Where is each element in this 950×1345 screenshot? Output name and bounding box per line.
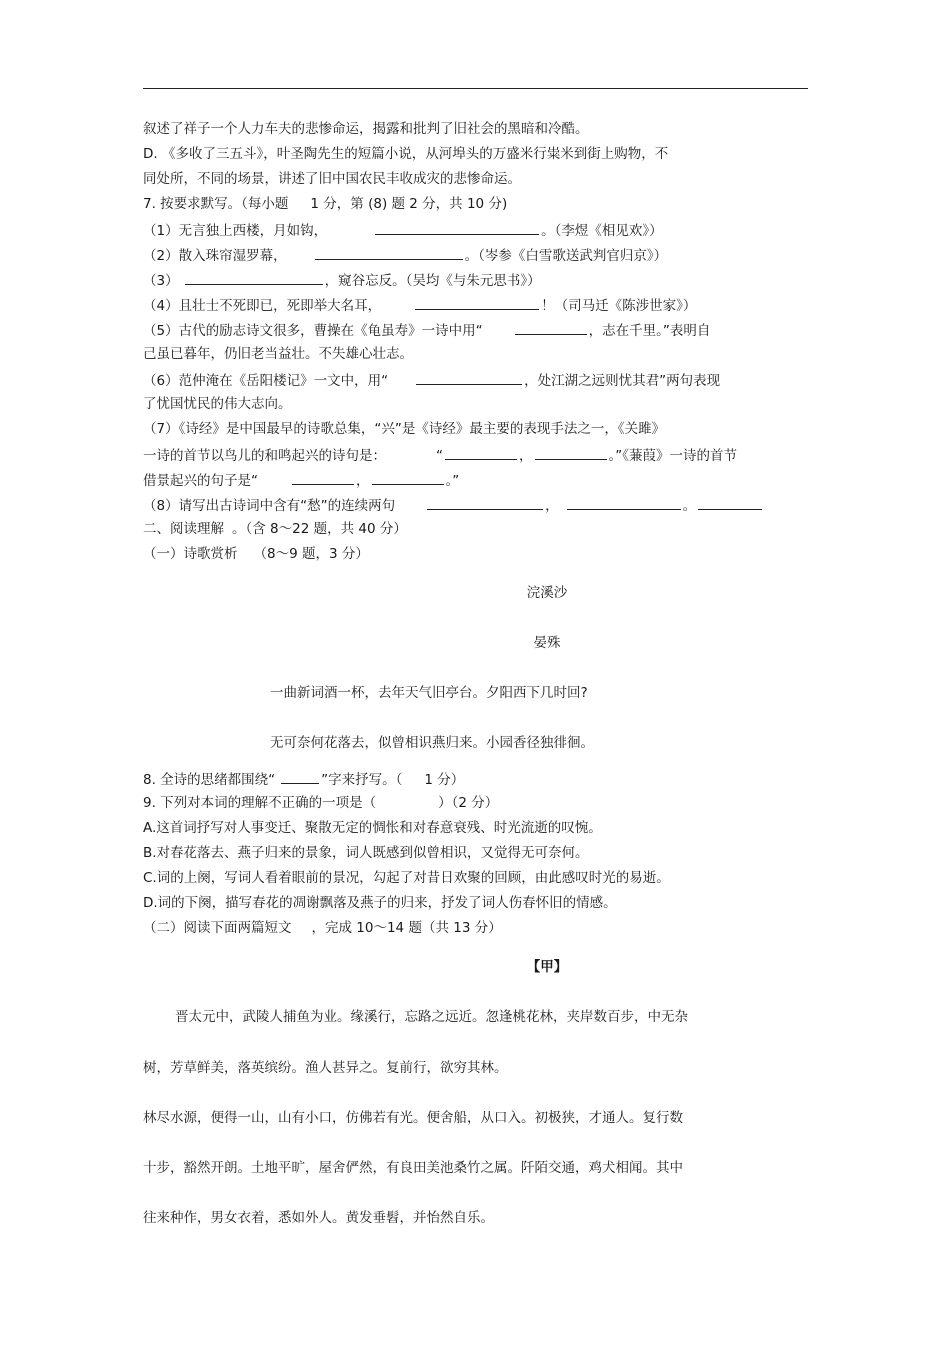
- item-prompt: （3）: [143, 273, 179, 289]
- section-title: （二）阅读下面两篇短文: [143, 920, 292, 936]
- section-2-1-heading: [143, 545, 369, 563]
- open-quote: “: [436, 448, 443, 464]
- item-prompt: 借景起兴的句子是“: [143, 473, 258, 489]
- poem-item-2: [143, 245, 667, 265]
- answer-blank[interactable]: [445, 445, 517, 460]
- text-line: 叙述了祥子一个人力车夫的悲惨命运，揭露和批判了旧社会的黑暗和冷酷。: [143, 121, 589, 137]
- passage-line: 往来种作，男女衣着，悉如外人。黄发垂髫，并怡然自乐。: [143, 1210, 494, 1226]
- q9-score: ）（2 分）: [438, 795, 499, 811]
- answer-blank[interactable]: [698, 495, 762, 510]
- poem-item-1: [143, 220, 663, 240]
- question-8: [143, 769, 464, 789]
- section-score: （8～9 题，3 分）: [253, 546, 369, 562]
- section-2-heading: [143, 520, 407, 538]
- poem-title: 浣溪沙: [526, 585, 568, 601]
- poem-item-4: [143, 295, 696, 315]
- item-source: 。（李煜《相见欢》）: [541, 223, 663, 239]
- item-prompt-end: ，处江湖之远则忧其君”两句表现: [524, 373, 721, 389]
- answer-blank[interactable]: [372, 470, 444, 485]
- item-prompt: （6）范仲淹在《岳阳楼记》一文中，用“: [143, 373, 389, 389]
- passage-line: 林尽水源，便得一山，山有小口，仿佛若有光。便舍船，从口入。初极狭，才通人。复行数: [143, 1110, 683, 1126]
- poem-item-5: [143, 320, 710, 340]
- answer-blank[interactable]: [535, 445, 607, 460]
- item-prompt: （4）且壮士不死即已，死即举大名耳，: [143, 298, 382, 314]
- q8-prompt-end: ”字来抒写。（: [321, 772, 403, 788]
- text-line: 己虽已暮年，仍旧老当益壮。不失雄心壮志。: [143, 346, 413, 362]
- text-line: （7）《诗经》是中国最早的诗歌总集，“兴”是《诗经》最主要的表现手法之一，《关雎》: [143, 421, 666, 437]
- item-prompt: 一诗的首节以鸟儿的和鸣起兴的诗句是：: [143, 448, 386, 464]
- text-line: 同处所，不同的场景，讲述了旧中国农民丰收成灾的悲惨命运。: [143, 171, 521, 187]
- section-score: ，完成 10～14 题（共 13 分）: [311, 920, 502, 936]
- answer-blank[interactable]: [375, 220, 539, 235]
- comma: ，: [545, 498, 559, 514]
- option-b: B.对春花落去、燕子归来的景象，词人既感到似曾相识，又觉得无可奈何。: [143, 845, 589, 861]
- section-2-2-heading: [143, 919, 502, 937]
- item-prompt: （8）请写出古诗词中含有“愁”的连续两句: [143, 498, 396, 514]
- comma: ，: [356, 473, 370, 489]
- period: 。: [682, 498, 697, 514]
- question-7: [143, 195, 507, 213]
- passage-line: 树，芳草鲜美，落英缤纷。渔人甚异之。复前行，欲穷其林。: [143, 1060, 508, 1076]
- question-9: [143, 794, 498, 812]
- q8-prompt: 8. 全诗的思绪都围绕“: [143, 772, 276, 788]
- poem-item-7: [143, 445, 737, 465]
- item-prompt-end: 。”《蒹葭》一诗的首节: [608, 448, 737, 464]
- q7-label: 7. 按要求默写。（每小题: [143, 196, 289, 212]
- answer-blank[interactable]: [567, 495, 681, 510]
- answer-blank[interactable]: [416, 370, 522, 385]
- poem-item-6: [143, 370, 720, 390]
- text-line: 了忧国忧民的伟大志向。: [143, 396, 292, 412]
- poem-line: 一曲新词酒一杯，去年天气旧亭台。夕阳西下几时回?: [270, 685, 588, 701]
- answer-blank[interactable]: [281, 769, 319, 784]
- text-line: D. 《多收了三五斗》，叶圣陶先生的短篇小说，从河埠头的万盛米行粜米到街上购物，不: [143, 146, 669, 162]
- poem-item-7b: [143, 470, 459, 490]
- item-prompt-end: ，志在千里。”表明自: [588, 323, 711, 339]
- passage-label: 【甲】: [526, 959, 568, 975]
- section-title: 二、阅读理解: [143, 521, 224, 537]
- comma: ，: [519, 448, 533, 464]
- option-d: D.词的下阕，描写春花的凋谢飘落及燕子的归来，抒发了词人伤春怀旧的情感。: [143, 895, 617, 911]
- item-source: ，窥谷忘反。（吴均《与朱元思书》）: [324, 273, 541, 289]
- section-score: 。（含 8～22 题，共 40 分）: [232, 521, 407, 537]
- answer-blank[interactable]: [185, 270, 323, 285]
- item-prompt: （2）散入珠帘湿罗幕，: [143, 248, 287, 264]
- section-title: （一）诗歌赏析: [143, 546, 238, 562]
- item-prompt: （1）无言独上西楼，月如钩，: [143, 223, 328, 239]
- q7-score: 1 分，第 (8) 题 2 分，共 10 分): [310, 196, 508, 212]
- poem-author: 晏殊: [533, 635, 561, 651]
- answer-blank[interactable]: [515, 320, 587, 335]
- poem-item-3: [143, 270, 541, 290]
- q9-prompt: 9. 下列对本词的理解不正确的一项是（: [143, 795, 377, 811]
- answer-blank[interactable]: [292, 470, 354, 485]
- poem-item-8: [143, 495, 764, 515]
- passage-line: 晋太元中，武陵人捕鱼为业。缘溪行，忘路之远近。忽逢桃花林，夹岸数百步，中无杂: [175, 1009, 688, 1025]
- option-a: A.这首词抒写对人事变迁、聚散无定的惆怅和对春意衰残、时光流逝的叹惋。: [143, 820, 602, 836]
- q8-score: 1 分）: [424, 772, 465, 788]
- item-prompt: （5）古代的励志诗文很多，曹操在《龟虽寿》一诗中用“: [143, 323, 483, 339]
- option-c: C.词的上阕，写词人看着眼前的景况，勾起了对昔日欢聚的回顾，由此感叹时光的易逝。: [143, 870, 670, 886]
- answer-blank[interactable]: [315, 245, 463, 260]
- header-rule: [143, 88, 808, 89]
- item-prompt-end: 。”: [445, 473, 460, 489]
- poem-line: 无可奈何花落去，似曾相识燕归来。小园香径独徘徊。: [270, 735, 594, 751]
- answer-blank[interactable]: [415, 295, 539, 310]
- answer-blank[interactable]: [427, 495, 543, 510]
- item-source: ！（司马迁《陈涉世家》）: [541, 298, 697, 314]
- item-source: 。（岑参《白雪歌送武判官归京》）: [464, 248, 668, 264]
- passage-line: 十步，豁然开朗。土地平旷，屋舍俨然，有良田美池桑竹之属。阡陌交通，鸡犬相闻。其中: [143, 1160, 683, 1176]
